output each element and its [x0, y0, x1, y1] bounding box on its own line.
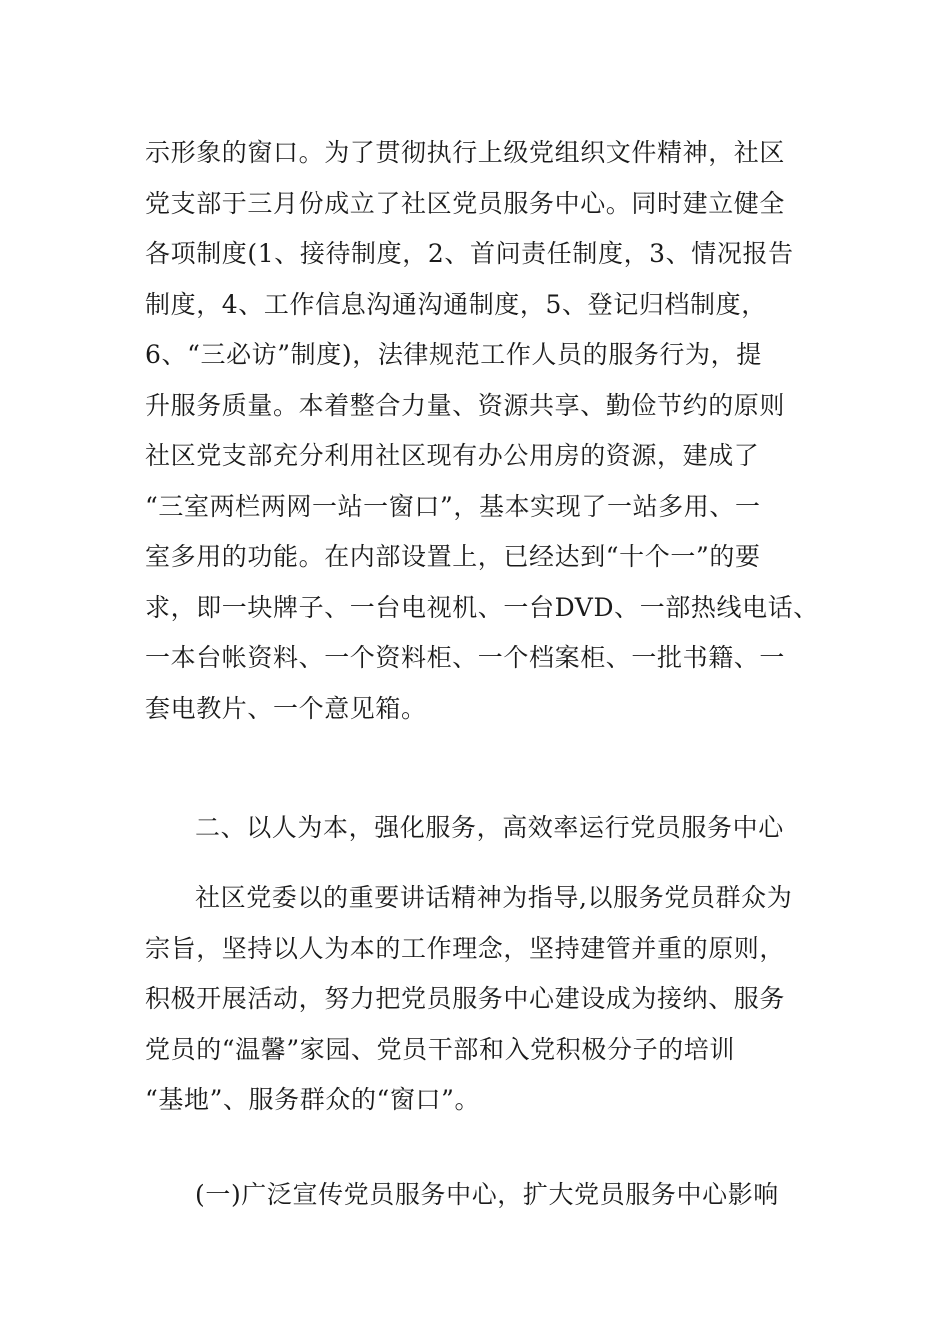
paragraph-line: “基地”、服务群众的“窗口”。	[145, 1085, 481, 1114]
paragraph-line: 6、“三必访”制度)，法律规范工作人员的服务行为，提	[145, 340, 762, 369]
paragraph-line: 社区党支部充分利用社区现有办公用房的资源，建成了	[145, 441, 760, 470]
section-heading-text: 二、以人为本，强化服务，高效率运行党员服务中心	[195, 813, 784, 842]
paragraph-line: 宗旨，坚持以人为本的工作理念，坚持建管并重的原则，	[145, 933, 786, 963]
paragraph-line: 求，即一块牌子、一台电视机、一台DVD、一部热线电话、	[145, 592, 819, 622]
paragraph-line: 一本台帐资料、一个资料柜、一个档案柜、一批书籍、一	[145, 643, 786, 672]
paragraph-line: 套电教片、一个意见箱。	[145, 693, 427, 723]
paragraph-line: 党支部于三月份成立了社区党员服务中心。同时建立健全	[145, 188, 786, 218]
paragraph-line: “三室两栏两网一站一窗口”，基本实现了一站多用、一	[145, 491, 761, 521]
paragraph-line: 社区党委以的重要讲话精神为指导,以服务党员群众为	[195, 883, 793, 912]
section-heading	[145, 803, 835, 854]
paragraph-line: 升服务质量。本着整合力量、资源共享、勤俭节约的原则	[145, 390, 786, 420]
paragraph-line: 各项制度(1、接待制度，2、首问责任制度，3、情况报告	[145, 239, 794, 268]
paragraph-line: 党员的“温馨”家园、党员干部和入党积极分子的培训	[145, 1034, 735, 1064]
paragraph-line: 示形象的窗口。为了贯彻执行上级党组织文件精神，社区	[145, 138, 786, 167]
subsection-heading-text: (一)广泛宣传党员服务中心，扩大党员服务中心影响	[195, 1180, 779, 1209]
paragraph-people-oriented-service	[145, 873, 835, 1126]
subsection-heading	[145, 1170, 835, 1221]
paragraph-party-service-center-setup	[145, 128, 835, 734]
paragraph-line: 制度，4、工作信息沟通沟通制度，5、登记归档制度，	[145, 289, 767, 319]
paragraph-line: 积极开展活动，努力把党员服务中心建设成为接纳、服务	[145, 984, 786, 1013]
paragraph-line: 室多用的功能。在内部设置上，已经达到“十个一”的要	[145, 542, 761, 571]
